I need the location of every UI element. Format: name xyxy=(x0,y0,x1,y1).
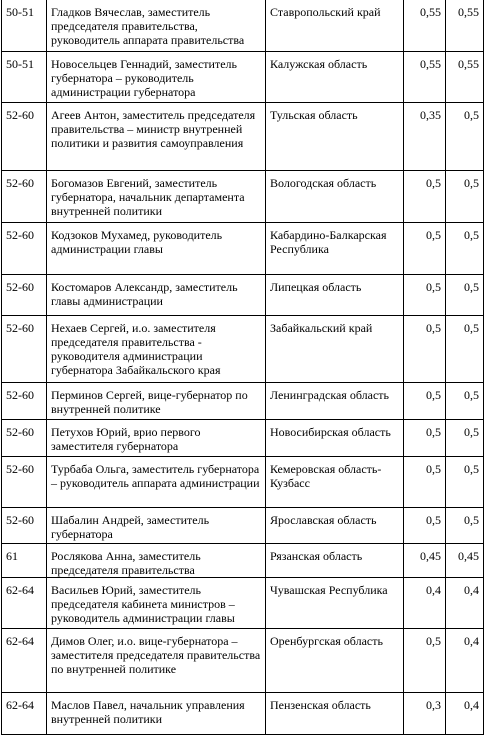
region-cell: Новосибирская область xyxy=(266,420,404,457)
score-1-cell: 0,5 xyxy=(404,629,446,693)
rank-cell: 52-60 xyxy=(2,316,47,383)
table-row xyxy=(2,629,484,693)
score-2-cell: 0,5 xyxy=(446,457,484,508)
person-cell: Гладков Вячеслав, заместитель председателя правительства, руководитель аппарата правительства xyxy=(47,0,266,52)
score-1-cell: 0,35 xyxy=(404,103,446,171)
region-cell: Тульская область xyxy=(266,103,404,171)
rank-cell: 50-51 xyxy=(2,0,47,52)
score-2-cell: 0,5 xyxy=(446,383,484,420)
person-cell: Богомазов Евгений, заместитель губернатора, начальник департамента внутренней политики xyxy=(47,171,266,223)
rank-cell: 61 xyxy=(2,544,47,578)
score-1-cell: 0,5 xyxy=(404,275,446,316)
person-cell: Кодзоков Мухамед, руководитель администрации главы xyxy=(47,223,266,275)
region-cell: Пензенская область xyxy=(266,693,404,735)
table-row xyxy=(2,0,484,52)
rank-cell: 52-60 xyxy=(2,420,47,457)
person-cell: Новосельцев Геннадий, заместитель губернатора – руководитель администрации губернатора xyxy=(47,52,266,103)
score-1-cell: 0,5 xyxy=(404,420,446,457)
score-2-cell: 0,45 xyxy=(446,544,484,578)
person-cell: Агеев Антон, заместитель председателя правительства – министр внутренней политики и развития самоуправления xyxy=(47,103,266,171)
person-cell: Васильев Юрий, заместитель председателя кабинета министров – руководитель администрации главы xyxy=(47,578,266,629)
rank-cell: 52-60 xyxy=(2,508,47,544)
score-2-cell: 0,5 xyxy=(446,420,484,457)
table-row xyxy=(2,223,484,275)
table-row xyxy=(2,52,484,103)
table-body xyxy=(2,0,484,735)
table-row xyxy=(2,693,484,735)
rank-cell: 50-51 xyxy=(2,52,47,103)
rank-cell: 52-60 xyxy=(2,103,47,171)
score-1-cell: 0,55 xyxy=(404,0,446,52)
rank-cell: 52-60 xyxy=(2,223,47,275)
rank-cell: 62-64 xyxy=(2,693,47,735)
region-cell: Ставропольский край xyxy=(266,0,404,52)
region-cell: Оренбургская область xyxy=(266,629,404,693)
table-row xyxy=(2,103,484,171)
rank-cell: 52-60 xyxy=(2,457,47,508)
region-cell: Чувашская Республика xyxy=(266,578,404,629)
person-cell: Петухов Юрий, врио первого заместителя губернатора xyxy=(47,420,266,457)
region-cell: Кабардино-Балкарская Республика xyxy=(266,223,404,275)
person-cell: Перминов Сергей, вице-губернатор по внутренней политике xyxy=(47,383,266,420)
score-1-cell: 0,3 xyxy=(404,693,446,735)
score-2-cell: 0,5 xyxy=(446,316,484,383)
score-1-cell: 0,45 xyxy=(404,544,446,578)
region-cell: Вологодская область xyxy=(266,171,404,223)
rank-cell: 62-64 xyxy=(2,629,47,693)
region-cell: Ярославская область xyxy=(266,508,404,544)
person-cell: Турбаба Ольга, заместитель губернатора – руководитель аппарата администрации xyxy=(47,457,266,508)
score-1-cell: 0,5 xyxy=(404,457,446,508)
score-1-cell: 0,5 xyxy=(404,508,446,544)
table-row xyxy=(2,275,484,316)
region-cell: Забайкальский край xyxy=(266,316,404,383)
table-row xyxy=(2,508,484,544)
person-cell: Рослякова Анна, заместитель председателя правительства xyxy=(47,544,266,578)
rank-cell: 52-60 xyxy=(2,171,47,223)
score-2-cell: 0,5 xyxy=(446,223,484,275)
score-2-cell: 0,5 xyxy=(446,508,484,544)
score-2-cell: 0,5 xyxy=(446,171,484,223)
person-cell: Маслов Павел, начальник управления внутренней политики xyxy=(47,693,266,735)
rank-cell: 52-60 xyxy=(2,275,47,316)
region-cell: Ленинградская область xyxy=(266,383,404,420)
table-row xyxy=(2,578,484,629)
score-1-cell: 0,5 xyxy=(404,316,446,383)
rank-cell: 52-60 xyxy=(2,383,47,420)
table-row xyxy=(2,316,484,383)
table-row xyxy=(2,171,484,223)
ratings-table xyxy=(1,0,484,735)
person-cell: Костомаров Александр, заместитель главы администрации xyxy=(47,275,266,316)
table-row xyxy=(2,383,484,420)
score-2-cell: 0,55 xyxy=(446,52,484,103)
score-1-cell: 0,55 xyxy=(404,52,446,103)
region-cell: Липецкая область xyxy=(266,275,404,316)
table-row xyxy=(2,457,484,508)
score-2-cell: 0,4 xyxy=(446,629,484,693)
score-2-cell: 0,4 xyxy=(446,578,484,629)
table-row xyxy=(2,420,484,457)
score-2-cell: 0,5 xyxy=(446,275,484,316)
person-cell: Димов Олег, и.о. вице-губернатора – заместителя председателя правительства по внутренней политике xyxy=(47,629,266,693)
region-cell: Кемеровская область-Кузбасс xyxy=(266,457,404,508)
score-1-cell: 0,4 xyxy=(404,578,446,629)
score-1-cell: 0,5 xyxy=(404,223,446,275)
score-2-cell: 0,5 xyxy=(446,103,484,171)
rank-cell: 62-64 xyxy=(2,578,47,629)
score-1-cell: 0,5 xyxy=(404,171,446,223)
person-cell: Шабалин Андрей, заместитель губернатора xyxy=(47,508,266,544)
score-1-cell: 0,5 xyxy=(404,383,446,420)
region-cell: Рязанская область xyxy=(266,544,404,578)
person-cell: Нехаев Сергей, и.о. заместителя председателя правительства - руководителя администрации губернатора Забайкальского края xyxy=(47,316,266,383)
region-cell: Калужская область xyxy=(266,52,404,103)
table-row xyxy=(2,544,484,578)
score-2-cell: 0,55 xyxy=(446,0,484,52)
score-2-cell: 0,4 xyxy=(446,693,484,735)
